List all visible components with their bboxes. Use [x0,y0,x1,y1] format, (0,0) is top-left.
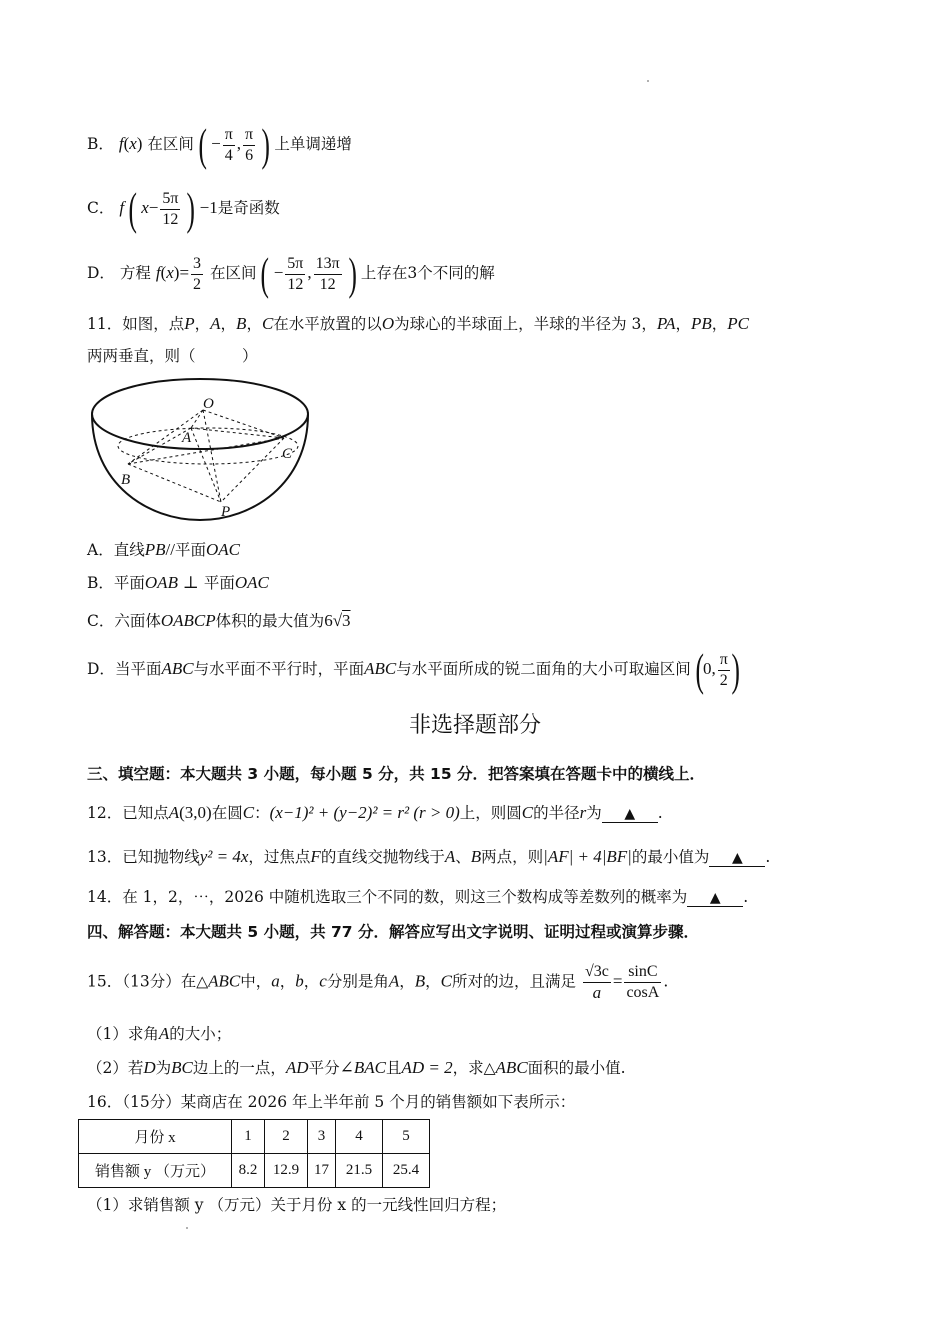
segment-pb [128,464,221,502]
q13: 13．已知抛物线y² = 4x，过焦点F的直线交抛物线于A、B两点，则|AF| + 4|BF|的最小值为 ▲ . [87,847,771,866]
fraction: $\frac{13\pi}{12}$ [315,254,340,293]
label-c: C [282,446,293,462]
q15-stem: 15．（13分）在△ABC中，a，b，c分别是角A，B，C所对的边，且满足 $\frac{√3c}{a}$ = $\frac{\sin C}{\cos A}$ . [87,963,669,1002]
segment-pa [191,428,221,502]
q14: 14．在 1，2，⋯，2026 中随机选取三个不同的数，则这三个数构成等差数列的概率为 ▲ . [87,888,749,906]
section-4-instructions: 四、解答题：本大题共 5 小题，共 77 分．解答应写出文字说明、证明过程或演算步骤． [87,923,699,941]
hemisphere-bowl [92,414,308,520]
fraction: $\frac{√3c}{a}$ [584,963,609,1002]
segment-oa [191,410,203,428]
table-cell: 17 [308,1154,336,1188]
table-cell: 21.5 [336,1154,383,1188]
table-row [79,1154,430,1188]
table-row [79,1120,430,1154]
q11-option-b: B．平面OAB ⊥ 平面OAC [87,573,269,592]
table-cell: 5 [383,1120,430,1154]
fraction: $\frac{5\pi}{12}$ [162,189,179,228]
q10-option-b: B． f(x) 在区间 ( − $\frac{\pi}{4}$ , $\frac{\pi}{6}$ ) 上单调递增 [87,119,352,170]
table-header-month: 月份 x [79,1120,232,1154]
table-cell: 3 [308,1120,336,1154]
table-cell: 12.9 [265,1154,308,1188]
answer-blank: ▲ [602,806,658,823]
label-b: B [121,472,131,488]
section-title: 非选择题部分 [408,713,541,738]
label-p: P [221,504,231,520]
scan-dot [186,1227,188,1229]
q11-option-a: A．直线PB//平面OAC [87,540,240,559]
q12: 12．已知点A(3,0)在圆C：(x−1)² + (y−2)² = r² (r > 0)上，则圆C的半径r为 ▲ . [87,803,663,822]
table-cell: 4 [336,1120,383,1154]
table-cell: 8.2 [232,1154,265,1188]
q11-stem-line1: 11．如图，点P，A，B，C在水平放置的以O为球心的半球面上，半球的半径为 3，PA，PB，PC [87,314,750,333]
q11-stem-line2: 两两垂直，则（ ） [87,347,258,365]
q16-stem: 16．（15分）某商店在 2026 年上半年前 5 个月的销售额如下表所示： [87,1093,576,1111]
fraction: $\frac{5\pi}{12}$ [287,254,304,293]
fraction: $\frac{3}{2}$ [193,254,202,293]
segment-op [203,410,221,502]
label-o: O [203,396,214,412]
answer-blank: ▲ [687,890,743,907]
hemisphere-figure [88,374,313,524]
table-header-sales: 销售额 y （万元） [79,1154,232,1188]
table-cell: 25.4 [383,1154,430,1188]
q10-option-c: C． f ( x− $\frac{5\pi}{12}$ ) −1是奇函数 [87,183,280,234]
q16-part1: （1）求销售额 y （万元）关于月份 x 的一元线性回归方程； [87,1196,507,1214]
segment-oc [203,410,284,438]
inner-circle [118,428,298,464]
fraction: $\frac{\pi}{2}$ [719,650,728,689]
q11-option-d: D．当平面ABC与水平面不平行时，平面ABC与水平面所成的锐二面角的大小可取遍区间 (0, $\frac{\pi}{2}$ ) [87,644,740,695]
sales-table [78,1119,430,1188]
q15-part1: （1）求角A的大小； [87,1024,232,1043]
fraction: $\frac{\sin C}{\cos A}$ [626,963,660,1001]
fraction: $\frac{\pi}{4}$ [224,125,233,164]
answer-blank: ▲ [709,850,765,867]
hemisphere-rim [92,379,308,449]
table-cell: 1 [232,1120,265,1154]
label-a: A [182,430,192,446]
scan-dot [647,80,649,82]
fraction: $\frac{\pi}{6}$ [245,125,254,164]
segment-ac [191,428,284,438]
q15-part2: （2）若D为BC边上的一点，AD平分∠BAC且AD = 2，求△ABC面积的最小值. [87,1058,626,1077]
q11-option-c: C．六面体OABCP体积的最大值为6√3 [87,611,351,630]
section-3-instructions: 三、填空题：本大题共 3 小题，每小题 5 分，共 15 分．把答案填在答题卡中的横线上． [87,765,706,783]
segment-ob [128,410,203,464]
table-cell: 2 [265,1120,308,1154]
q10-option-d: D． 方程 f(x)= $\frac{3}{2}$ 在区间 ( − $\frac{5\pi}{12}$ , $\frac{13\pi}{12}$ ) 上存在3个不同的解 [87,248,495,299]
